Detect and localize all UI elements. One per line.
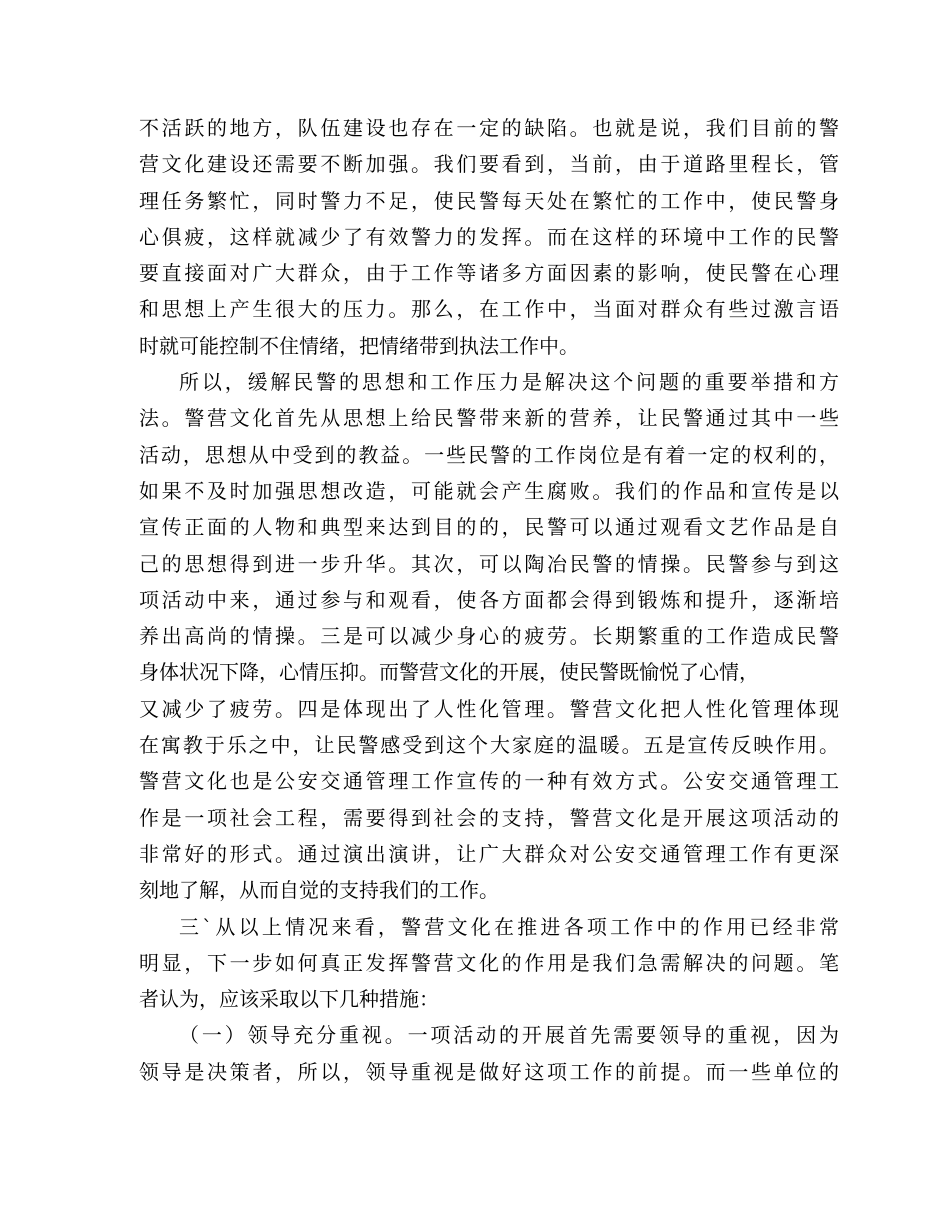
text-line: 项活动中来，通过参与和观看，使各方面都会得到锻炼和提升，逐渐培: [139, 587, 839, 612]
section-heading-line: （一）领导充分重视。一项活动的开展首先需要领导的重视，因为: [179, 1023, 839, 1048]
text-line: 警营文化也是公安交通管理工作宣传的一种有效方式。公安交通管理工: [139, 769, 839, 794]
text-line: 明显，下一步如何真正发挥警营文化的作用是我们急需解决的问题。笔: [139, 950, 839, 975]
text-line: 者认为，应该采取以下几种措施：: [139, 987, 439, 1012]
text-line: 己的思想得到进一步升华。其次，可以陶冶民警的情操。民警参与到这: [139, 551, 839, 576]
text-line: 非常好的形式。通过演出演讲，让广大群众对公安交通管理工作有更深: [139, 841, 839, 866]
text-line: 心俱疲，这样就减少了有效警力的发挥。而在这样的环境中工作的民警: [139, 224, 839, 249]
text-line: 营文化建设还需要不断加强。我们要看到，当前，由于道路里程长，管: [139, 152, 839, 177]
text-line: 宣传正面的人物和典型来达到目的的，民警可以通过观看文艺作品是自: [139, 515, 839, 540]
text-line: 又减少了疲劳。四是体现出了人性化管理。警营文化把人性化管理体现: [139, 696, 839, 721]
text-line: 法。警营文化首先从思想上给民警带来新的营养，让民警通过其中一些: [139, 406, 839, 431]
text-line: 作是一项社会工程，需要得到社会的支持，警营文化是开展这项活动的: [139, 805, 839, 830]
text-line: 如果不及时加强思想改造，可能就会产生腐败。我们的作品和宣传是以: [139, 478, 839, 503]
text-line: 要直接面对广大群众，由于工作等诸多方面因素的影响，使民警在心理: [139, 261, 839, 286]
paragraph-first-line: 所以，缓解民警的思想和工作压力是解决这个问题的重要举措和方: [179, 370, 839, 395]
text-line: 活动，思想从中受到的教益。一些民警的工作岗位是有着一定的权利的，: [139, 442, 839, 467]
text-line: 领导是决策者，所以，领导重视是做好这项工作的前提。而一些单位的: [139, 1059, 839, 1084]
text-line: 刻地了解，从而自觉的支持我们的工作。: [139, 878, 499, 903]
text-line: 身体状况下降，心情压抑。而警营文化的开展，使民警既愉悦了心情，: [139, 660, 759, 685]
text-line: 在寓教于乐之中，让民警感受到这个大家庭的温暖。五是宣传反映作用。: [139, 733, 839, 758]
text-line: 理任务繁忙，同时警力不足，使民警每天处在繁忙的工作中，使民警身: [139, 188, 839, 213]
body-text: [139, 110, 839, 1090]
text-line: 和思想上产生很大的压力。那么，在工作中，当面对群众有些过激言语: [139, 297, 839, 322]
text-line: 时就可能控制不住情绪，把情绪带到执法工作中。: [139, 333, 579, 358]
text-line: 养出高尚的情操。三是可以减少身心的疲劳。长期繁重的工作造成民警: [139, 624, 839, 649]
text-line: 不活跃的地方，队伍建设也存在一定的缺陷。也就是说，我们目前的警: [139, 116, 839, 140]
paragraph-first-line: 三`从以上情况来看，警营文化在推进各项工作中的作用已经非常: [179, 914, 839, 939]
